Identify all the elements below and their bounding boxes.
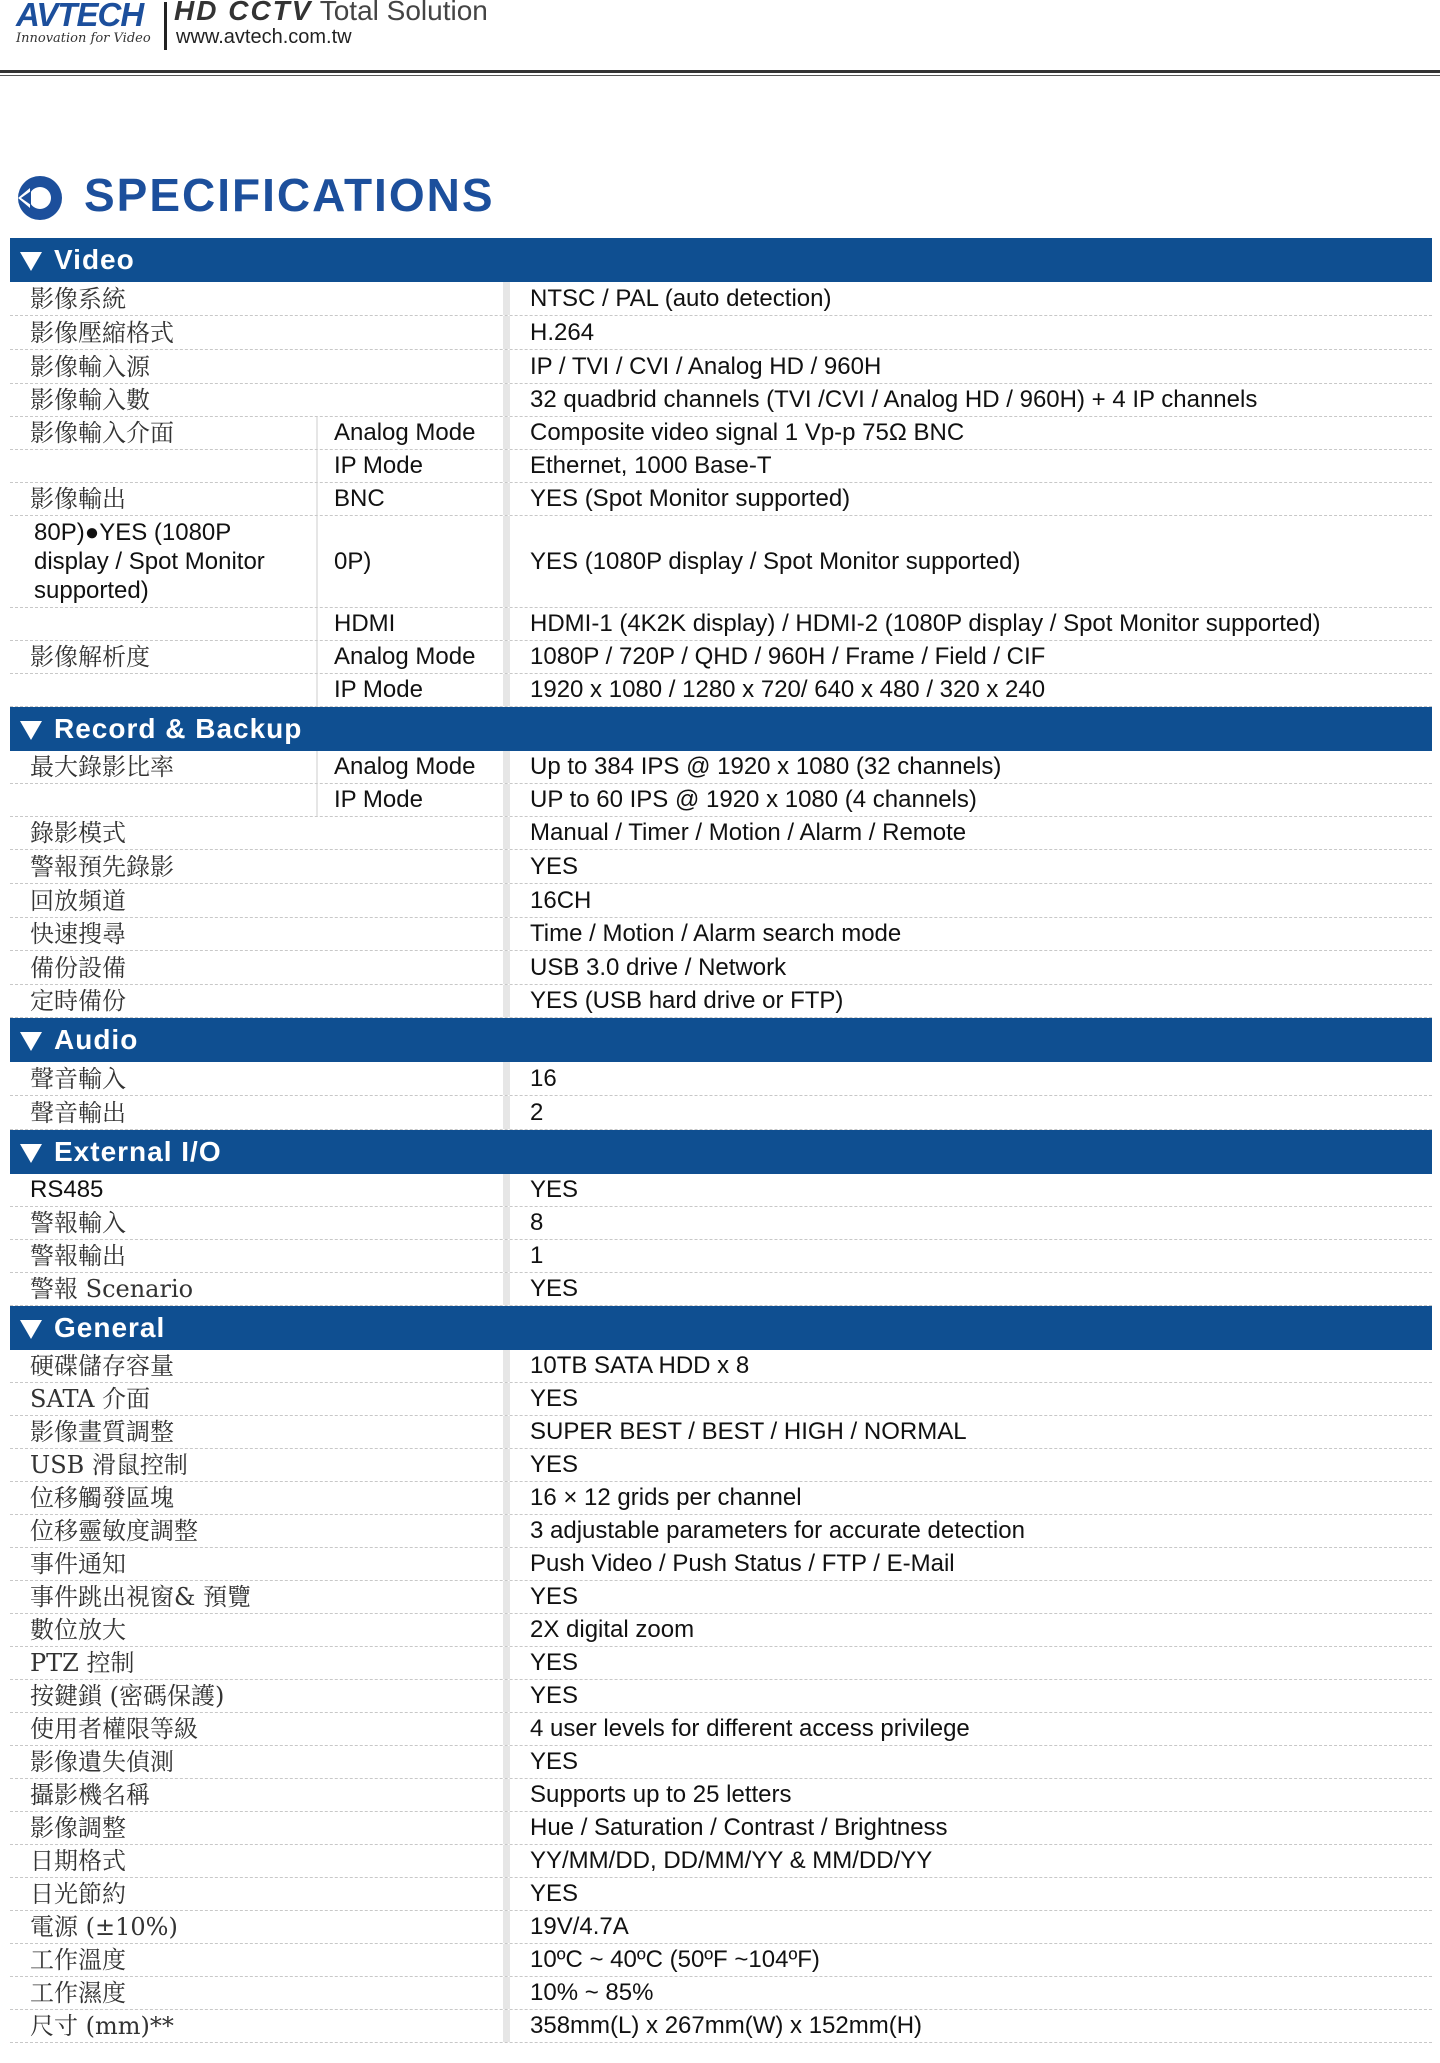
header-title-bold: HD CCTV [174,0,313,26]
spec-value: YES [530,1880,579,1907]
spec-label: 事件通知 [10,1548,510,1580]
section-title: Audio [54,1024,139,1055]
spec-value: YES [530,1583,579,1610]
table-row [10,1449,1432,1482]
spec-label: 警報預先錄影 [10,850,510,883]
table-row [10,1273,1432,1306]
spec-label: 警報輸入 [10,1207,510,1239]
spec-label: 攝影機名稱 [10,1779,510,1811]
spec-label-empty [10,450,316,482]
spec-value: 2X digital zoom [530,1616,695,1643]
spec-label: 工作濕度 [10,1977,510,2009]
table-row [10,417,1432,450]
spec-sublabel: Analog Mode [316,417,510,449]
triangle-down-icon [20,1144,42,1163]
table-row [10,951,1432,985]
section-header-audio [10,1018,1432,1062]
spec-label-empty [10,674,316,706]
spec-value: 3 adjustable parameters for accurate detection [530,1517,1025,1544]
spec-label: 影像系統 [10,282,510,315]
spec-label: 電源 (±10%) [10,1911,510,1943]
section-header-record-backup [10,707,1432,751]
table-row [10,608,1432,641]
table-row [10,1977,1432,2010]
spec-label: 錄影模式 [10,817,510,849]
spec-value: H.264 [530,318,595,346]
spec-value: 2 [530,1098,544,1126]
spec-value: USB 3.0 drive / Network [530,953,787,981]
page-header [0,0,1440,78]
page-title: SPECIFICATIONS [84,169,495,221]
spec-label: 最大錄影比率 [30,753,174,781]
header-divider [164,2,167,50]
table-row [10,1614,1432,1647]
spec-value: Push Video / Push Status / FTP / E-Mail [530,1550,955,1577]
table-row [10,516,1432,608]
spec-value: YES (Spot Monitor supported) [530,485,851,512]
spec-value: Up to 384 IPS @ 1920 x 1080 (32 channels) [530,753,1002,780]
spec-label: 聲音輸入 [10,1062,510,1095]
table-row [10,1383,1432,1416]
brand-tagline: Innovation for Video [16,31,151,46]
spec-label: 影像畫質調整 [10,1416,510,1448]
spec-value: UP to 60 IPS @ 1920 x 1080 (4 channels) [530,786,977,813]
triangle-down-icon [20,721,42,740]
spec-label: 位移靈敏度調整 [10,1515,510,1547]
spec-value: NTSC / PAL (auto detection) [530,284,832,312]
spec-label: 位移觸發區塊 [10,1482,510,1514]
table-row [10,1515,1432,1548]
spec-value: SUPER BEST / BEST / HIGH / NORMAL [530,1418,967,1445]
table-row [10,1911,1432,1944]
spec-value: YY/MM/DD, DD/MM/YY & MM/DD/YY [530,1847,933,1874]
spec-label: 影像調整 [10,1812,510,1844]
spec-label: 影像輸入源 [10,350,510,383]
spec-value: YES [530,1385,579,1412]
table-row [10,1096,1432,1130]
spec-value: 1920 x 1080 / 1280 x 720/ 640 x 480 / 320 x 240 [530,676,1046,703]
spec-sublabel: BNC [316,483,510,515]
spec-value: 19V/4.7A [530,1913,629,1940]
section-title: General [54,1312,166,1343]
spec-label-empty [10,608,316,640]
spec-label: 工作溫度 [10,1944,510,1976]
spec-value: 1 [530,1242,544,1269]
spec-value: Time / Motion / Alarm search mode [530,920,902,947]
spec-label: 備份設備 [10,951,510,984]
spec-label: 影像遺失偵測 [10,1746,510,1778]
spec-value: 16 [530,1064,557,1092]
table-row [10,1944,1432,1977]
table-row [10,674,1432,707]
spec-sublabel: IP Mode [316,674,510,706]
spec-label: 尺寸 (mm)** [10,2010,510,2042]
spec-value: YES [530,1748,579,1775]
table-row [10,1878,1432,1911]
spec-sublabel: IP Mode [316,450,510,482]
table-row [10,350,1432,384]
spec-value: YES [530,1275,579,1302]
spec-value: Hue / Saturation / Contrast / Brightness [530,1814,948,1841]
table-row [10,1680,1432,1713]
section-title: Video [54,244,135,275]
table-row [10,817,1432,850]
table-row [10,1416,1432,1449]
spec-label: 回放頻道 [10,884,510,917]
spec-label: 日光節約 [10,1878,510,1910]
spec-value: YES [530,852,579,880]
table-row [10,1581,1432,1614]
spec-value: 10ºC ~ 40ºC (50ºF ~104ºF) [530,1946,820,1973]
spec-value: 10% ~ 85% [530,1979,654,2006]
table-row [10,850,1432,884]
table-row [10,751,1432,784]
table-row [10,450,1432,483]
spec-value: YES [530,1451,579,1478]
website-url: www.avtech.com.tw [176,26,352,48]
spec-sublabel: Analog Mode [316,641,510,673]
spec-value: Supports up to 25 letters [530,1781,792,1808]
spec-label: 日期格式 [10,1845,510,1877]
spec-label: 聲音輸出 [10,1096,510,1129]
table-row [10,1548,1432,1581]
spec-value: 10TB SATA HDD x 8 [530,1352,750,1379]
table-row [10,384,1432,417]
table-row [10,1174,1432,1207]
spec-sublabel: HDMI [316,608,510,640]
spec-value: 1080P / 720P / QHD / 960H / Frame / Field / CIF [530,643,1046,670]
triangle-down-icon [20,1032,42,1051]
triangle-down-icon [20,252,42,271]
spec-value: YES [530,1649,579,1676]
spec-value: IP / TVI / CVI / Analog HD / 960H [530,352,882,380]
spec-value: HDMI-1 (4K2K display) / HDMI-2 (1080P display / Spot Monitor supported) [530,610,1321,637]
table-row [10,1482,1432,1515]
table-row [10,1062,1432,1096]
avtech-logo [16,0,151,46]
section-header-external-io [10,1130,1432,1174]
spec-label: USB 滑鼠控制 [10,1449,510,1481]
table-row [10,918,1432,951]
spec-value: 32 quadbrid channels (TVI /CVI / Analog HD / 960H) + 4 IP channels [530,386,1258,413]
spec-value: YES (1080P display / Spot Monitor supported) [530,547,1021,575]
table-row [10,1845,1432,1878]
spec-value: YES (USB hard drive or FTP) [530,987,844,1014]
spec-label-empty [10,784,316,816]
table-row [10,1812,1432,1845]
header-rule [0,70,1440,73]
spec-value: 16 × 12 grids per channel [530,1484,802,1511]
section-header-video [10,238,1432,282]
table-row [10,316,1432,350]
spec-label: 定時備份 [10,985,510,1017]
table-row [10,1746,1432,1779]
table-row [10,483,1432,516]
spec-label: 硬碟儲存容量 [10,1350,510,1382]
spec-label: 警報輸出 [10,1240,510,1272]
spec-label: 影像壓縮格式 [10,316,510,349]
spec-label: PTZ 控制 [10,1647,510,1679]
spec-value: 4 user levels for different access privilege [530,1715,970,1742]
header-title-rest: Total Solution [319,0,488,26]
spec-table [10,238,1432,2043]
table-row [10,1713,1432,1746]
spec-label: 警報 Scenario [10,1273,510,1305]
spec-label: 數位放大 [10,1614,510,1646]
spec-label: 影像解析度 [30,643,150,671]
spec-label: 使用者權限等級 [10,1713,510,1745]
spec-label: RS485 [10,1174,510,1206]
spec-label: 事件跳出視窗& 預覽 [10,1581,510,1613]
brand-name: AVTECH [16,0,144,33]
header-title [174,0,488,26]
spec-value: Manual / Timer / Motion / Alarm / Remote [530,819,967,846]
spec-value: YES [530,1176,579,1203]
section-title: Record & Backup [54,713,303,744]
spec-value: YES [530,1682,579,1709]
table-row [10,1350,1432,1383]
spec-label: 快速搜尋 [10,918,510,950]
table-row [10,1240,1432,1273]
spec-value: Composite video signal 1 Vp-p 75Ω BNC [530,419,965,446]
spec-label: 80P)●YES (1080P display / Spot Monitor supported) [34,519,265,604]
arrow-circle-icon [16,174,64,227]
table-row [10,1647,1432,1680]
spec-label: SATA 介面 [10,1383,510,1415]
spec-value: 16CH [530,886,592,914]
spec-sublabel: IP Mode [316,784,510,816]
section-title: External I/O [54,1136,222,1167]
table-row [10,1207,1432,1240]
table-row [10,985,1432,1018]
spec-value: 8 [530,1209,544,1236]
section-header-general [10,1306,1432,1350]
spec-sublabel: Analog Mode [316,751,510,783]
spec-label: 影像輸入介面 [30,419,174,447]
spec-value: 358mm(L) x 267mm(W) x 152mm(H) [530,2012,923,2039]
table-row [10,2010,1432,2043]
header-rule-thin [0,75,1440,76]
table-row [10,641,1432,674]
table-row [10,1779,1432,1812]
table-row [10,884,1432,918]
spec-value: Ethernet, 1000 Base-T [530,452,772,479]
spec-label: 影像輸出 [30,485,126,513]
spec-sublabel: 0P) [316,516,510,607]
table-row [10,282,1432,316]
spec-label: 影像輸入數 [10,384,510,416]
triangle-down-icon [20,1320,42,1339]
table-row [10,784,1432,817]
spec-label: 按鍵鎖 (密碼保護) [10,1680,510,1712]
